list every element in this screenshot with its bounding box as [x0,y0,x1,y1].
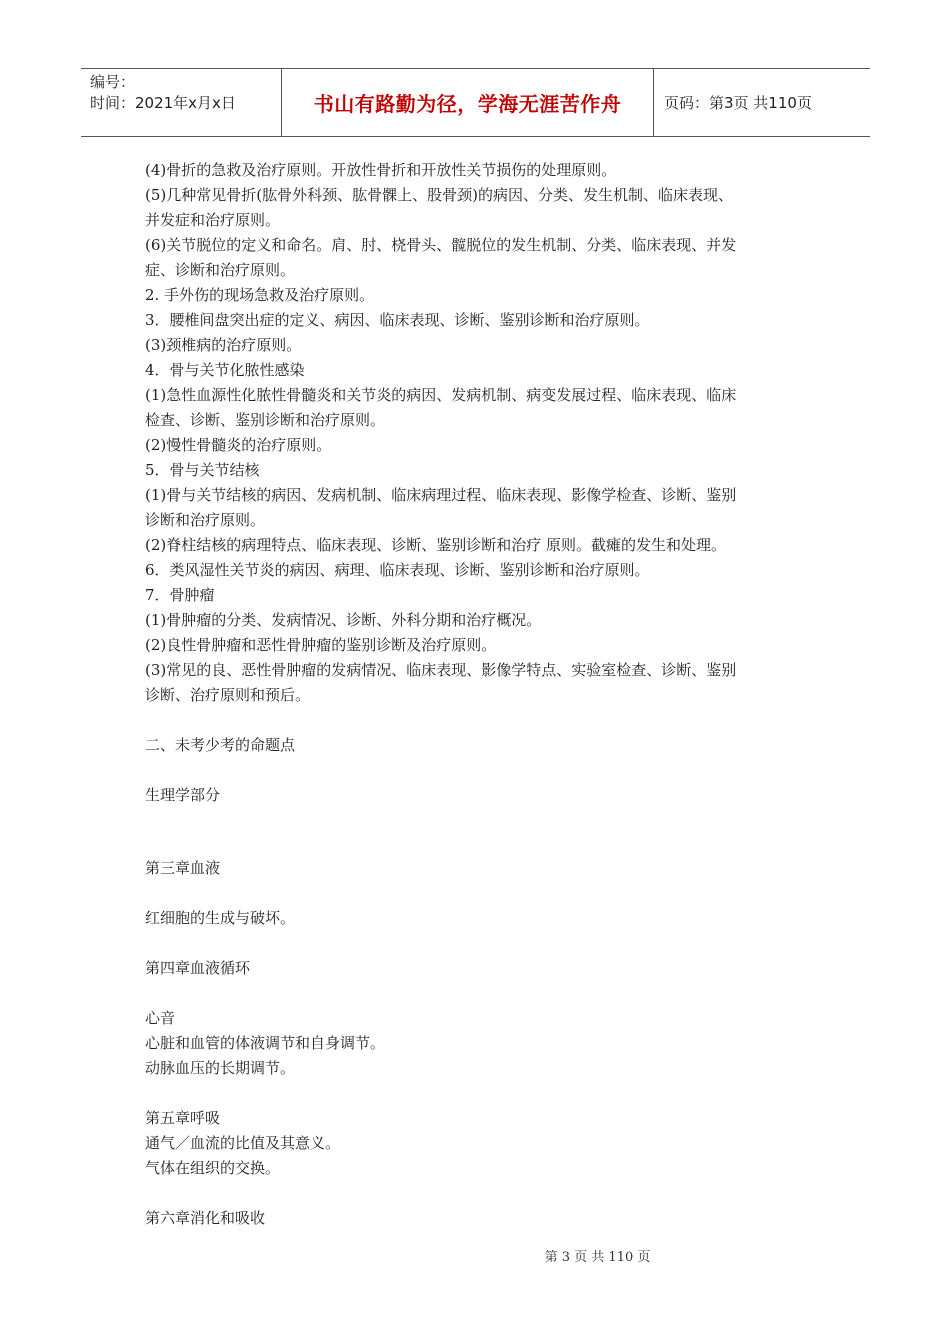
body-line: 第六章消化和吸收 [145,1209,266,1227]
body-line: 4．骨与关节化脓性感染 [145,361,305,379]
body-line: 心音 [145,1009,176,1027]
body-line: 通气／血流的比值及其意义。 [145,1134,341,1152]
body-line: 2. 手外伤的现场急救及治疗原则。 [145,286,375,304]
body-line: 6．类风湿性关节炎的病因、病理、临床表现、诊断、鉴别诊断和治疗原则。 [145,561,650,579]
body-line: (3)常见的良、恶性骨肿瘤的发病情况、临床表现、影像学特点、实验室检查、诊断、鉴别 [145,661,737,679]
body-line: (1)急性血源性化脓性骨髓炎和关节炎的病因、发病机制、病变发展过程、临床表现、临床 [145,386,737,404]
header-time-label: 时间：2021年x月x日 [90,94,236,112]
page-footer [0,1246,950,1265]
body-line: (5)几种常见骨折(肱骨外科颈、肱骨髁上、股骨颈)的病因、分类、发生机制、临床表现、 [145,186,733,204]
header-page-info: 页码：第3页 共110页 [664,94,812,112]
body-line: (1)骨肿瘤的分类、发病情况、诊断、外科分期和治疗概况。 [145,611,542,629]
header-motto: 书山有路勤为径，学海无涯苦作舟 [313,92,622,116]
body-line: (2)慢性骨髓炎的治疗原则。 [145,436,332,454]
body-line: 第三章血液 [145,859,221,877]
body-line: 并发症和治疗原则。 [145,211,281,229]
body-line: 动脉血压的长期调节。 [145,1059,296,1077]
footer-page-number: 第 3 页 共 110 页 [544,1250,651,1265]
header-id-label: 编号： [90,73,136,91]
body-line: 二、未考少考的命题点 [145,736,296,754]
body-line: 检查、诊断、鉴别诊断和治疗原则。 [145,411,386,429]
body-line: 生理学部分 [145,786,221,804]
body-line: 诊断和治疗原则。 [145,511,266,529]
body-line: 7．骨肿瘤 [145,586,215,604]
body-line: 第四章血液循环 [145,959,251,977]
header-motto-cell [282,69,654,136]
body-line: (4)骨折的急救及治疗原则。开放性骨折和开放性关节损伤的处理原则。 [145,161,617,179]
body-line: (1)骨与关节结核的病因、发病机制、临床病理过程、临床表现、影像学检查、诊断、鉴别 [145,486,737,504]
header-page-cell [654,69,870,136]
body-line: 5．骨与关节结核 [145,461,260,479]
body-line: 气体在组织的交换。 [145,1159,281,1177]
body-line: (6)关节脱位的定义和命名。肩、肘、桡骨头、髋脱位的发生机制、分类、临床表现、并发 [145,236,737,254]
body-line: 3．腰椎间盘突出症的定义、病因、临床表现、诊断、鉴别诊断和治疗原则。 [145,311,650,329]
header-meta-cell [81,69,282,136]
body-line: 第五章呼吸 [145,1109,221,1127]
body-line: (2)脊柱结核的病理特点、临床表现、诊断、鉴别诊断和治疗 原则。截瘫的发生和处理。 [145,536,727,554]
body-line: 红细胞的生成与破坏。 [145,909,296,927]
body-line: (3)颈椎病的治疗原则。 [145,336,302,354]
body-line: (2)良性骨肿瘤和恶性骨肿瘤的鉴别诊断及治疗原则。 [145,636,497,654]
body-line: 诊断、治疗原则和预后。 [145,686,311,704]
body-line: 心脏和血管的体液调节和自身调节。 [145,1034,386,1052]
body-line: 症、诊断和治疗原则。 [145,261,296,279]
header-table [81,68,870,137]
